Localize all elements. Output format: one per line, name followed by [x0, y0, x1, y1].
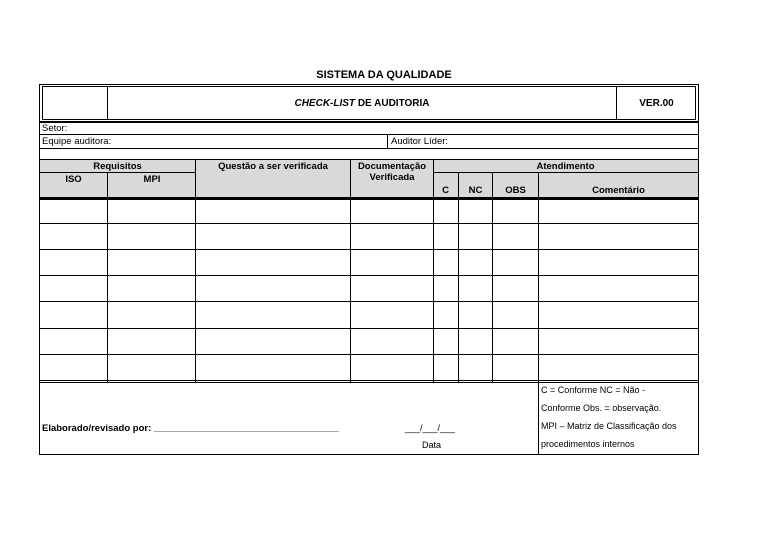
header-documentacao: Documentação Verificada: [357, 161, 427, 183]
header-iso: ISO: [65, 174, 82, 185]
auditor-lider-label: Auditor Líder:: [391, 136, 449, 147]
checklist-title-italic: CHECK-LIST: [294, 97, 356, 109]
header-mpi: MPI: [143, 174, 161, 185]
divider: [40, 148, 698, 149]
setor-label: Setor:: [42, 123, 68, 134]
header-nc: NC: [468, 185, 483, 196]
version-label: VER.00: [639, 97, 674, 109]
header-comentario: Comentário: [592, 185, 645, 196]
legend-line: procedimentos internos: [541, 439, 635, 449]
header-requisitos: Requisitos: [93, 161, 142, 172]
table-row: [40, 249, 698, 250]
legend-line: MPI – Matriz de Classificação dos: [541, 421, 677, 431]
header-questao: Questão a ser verificada: [218, 161, 328, 172]
table-row: [40, 223, 698, 224]
equipe-auditora-label: Equipe auditora:: [42, 136, 112, 147]
divider: [492, 172, 493, 382]
logo-cell: [42, 86, 108, 120]
document-title: SISTEMA DA QUALIDADE: [316, 69, 452, 81]
divider: [387, 134, 388, 148]
table-row: [40, 354, 698, 355]
divider: [350, 160, 351, 382]
divider: [195, 160, 196, 382]
divider: [433, 172, 698, 173]
header-obs: OBS: [505, 185, 526, 196]
header-c: C: [442, 185, 449, 196]
legend: [541, 381, 698, 453]
divider: [458, 172, 459, 382]
table-row: [40, 301, 698, 302]
checklist-title: [108, 86, 617, 120]
table-row: [40, 328, 698, 329]
divider: [107, 172, 108, 382]
divider: [40, 134, 698, 135]
divider: [40, 172, 195, 173]
divider: [538, 172, 539, 455]
elaborado-revisado-label: Elaborado/revisado por: ___________________________________: [42, 423, 339, 434]
legend-line: Conforme Obs. = observação.: [541, 403, 662, 413]
divider: [433, 160, 434, 382]
table-row: [40, 275, 698, 276]
legend-line: C = Conforme NC = Não -: [541, 385, 646, 395]
date-blank: ___/___/___: [405, 423, 456, 433]
date-label: Data: [422, 440, 442, 450]
checklist-title-rest: DE AUDITORIA: [355, 97, 430, 109]
header-atendimento: Atendimento: [536, 161, 595, 172]
header-bottom-rule: [40, 197, 698, 200]
